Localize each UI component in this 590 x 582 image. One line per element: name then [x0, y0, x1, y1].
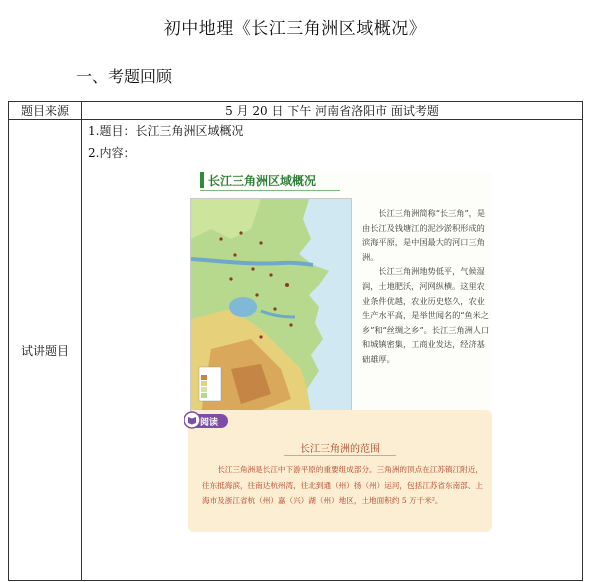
content-topic: 1.题目：长江三角洲区域概况 [88, 124, 244, 138]
reading-body: 长江三角洲是长江中下游平原的重要组成部分。三角洲的顶点在江苏镇江附近，往东抵海滨，往南达杭州湾，往北到通（州）扬（州）运河，包括江苏省东南部、上海市及浙江省杭（州）嘉（兴）湖（州）地区，土地面积约 5 万千米²。 [202, 465, 483, 505]
reading-title: 长江三角洲的范围 [300, 444, 380, 455]
textbook-page-title: 长江三角洲区域概况 [208, 174, 317, 188]
section-heading: 一、考题回顾 [76, 67, 173, 86]
title-accent-bar [200, 172, 204, 188]
textbook-paragraph: 长江三角洲简称“长三角”，是由长江及钱塘江的泥沙淤积形成的滨海平原，是中国最大的河口三角洲。 [362, 208, 486, 262]
textbook-paragraphs [362, 206, 490, 367]
title-rule [200, 190, 340, 191]
book-icon [184, 411, 200, 429]
exam-table [8, 101, 583, 581]
reading-tag [188, 414, 228, 428]
source-label: 题目来源 [9, 102, 82, 120]
reading-tag-label: 阅读 [200, 418, 219, 428]
textbook-page-image [190, 172, 492, 432]
table-row-question [9, 120, 583, 581]
content-label: 2.内容： [88, 146, 136, 160]
textbook-paragraph: 长江三角洲地势低平，气候湿润，土地肥沃，河网纵横。这里农业条件优越，农业历史悠久，农业生产水平高，是举世闻名的“鱼米之乡”和“丝绸之乡”。长江三角洲人口和城镇密集，工商业发达，经济基础雄厚。 [362, 266, 490, 364]
document-title: 初中地理《长江三角洲区域概况》 [163, 19, 427, 39]
question-label: 试讲题目 [9, 120, 82, 581]
reading-title-rule [284, 455, 396, 456]
reading-box [188, 410, 492, 532]
source-value: 5 月 20 日 下午 河南省洛阳市 面试考题 [82, 102, 583, 120]
content-cell [82, 120, 583, 581]
delta-terrain-map [190, 198, 352, 415]
table-row-source [9, 102, 583, 120]
